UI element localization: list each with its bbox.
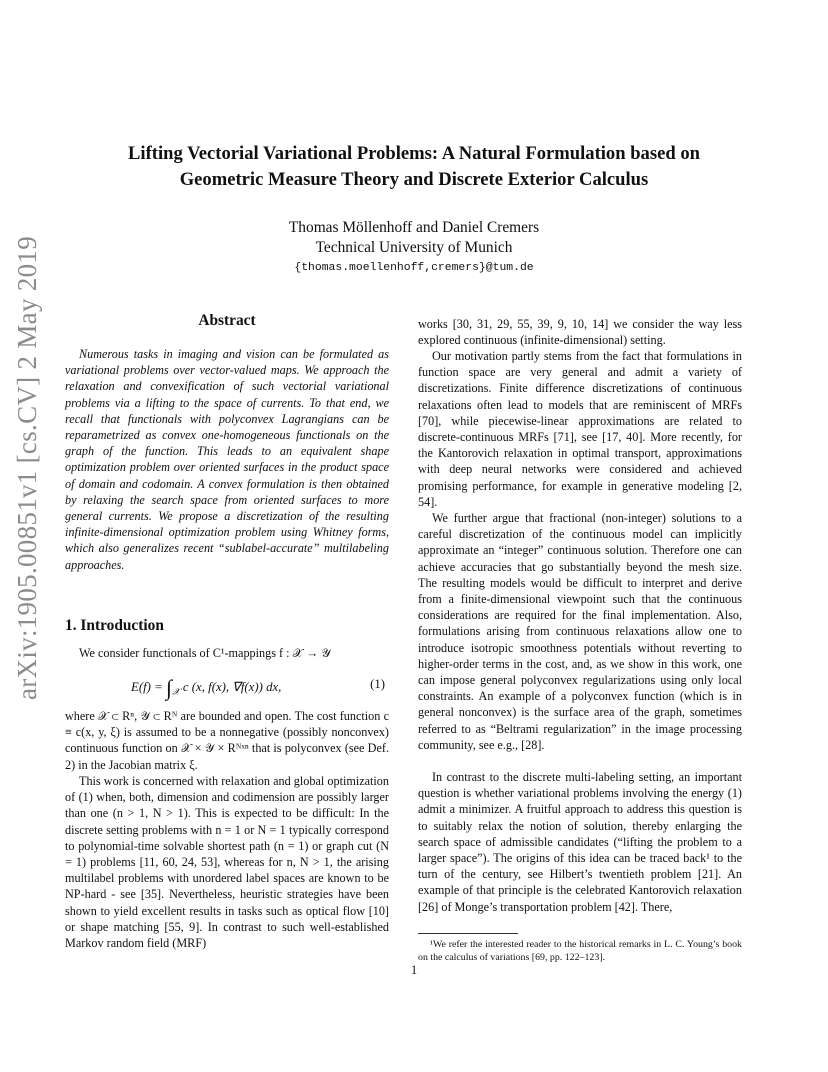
intro-paragraph-1: We consider functionals of C¹-mappings f : 𝒳 → 𝒴 <box>79 646 331 660</box>
equation-1 <box>65 670 389 700</box>
right-paragraph-3: We further argue that fractional (non-integer) solutions to a careful discretization of the continuous model can implicitly approximate an “integer” continuous solution. Therefore one can achieve accuracies that go substantially beyond the mesh size. The resulting models would be difficult to interpret and derive from a finite-dimensional viewpoint such that the continuous considerations are required for the final implementation. Also, formulations arising from continuous relaxations allow one to introduce isotropic smoothness potentials without reverting to higher-order terms in the cost, and, as we show in this work, one can impose general polyconvex regularizations using only local constraints. An example of a polyconvex function (which is in general nonconvex) is the surface area of the graph, sometimes referred to as “Beltrami regularization” in the image processing community, see e.g., [28]. <box>418 511 742 752</box>
footnote-rule <box>418 933 518 934</box>
email: {thomas.moellenhoff,cremers}@tum.de <box>294 262 534 274</box>
right-paragraph-1: works [30, 31, 29, 55, 39, 9, 10, 14] we consider the way less explored continuous (infinite-dimensional) setting. <box>418 317 742 348</box>
footnote: ¹We refer the interested reader to the historical remarks in L. C. Young’s book on the calculus of variations [69, pp. 122–123]. <box>418 939 742 963</box>
right-paragraph-4: In contrast to the discrete multi-labeling setting, an important question is whether variational problems involving the energy (1) admit a minimizer. A fruitful approach to address this question is to suitably relax the notion of solution, thereby enlarging the search space of admissible candidates (“lifting the problem to a larger space”). The origins of this idea can be traced back¹ to the turn of the century, see Hilbert’s twentieth problem [21]. An example of that principle is the celebrated Kantorovich relaxation [26] of Monge’s transportation problem [42]. There, <box>418 770 742 914</box>
page-number: 1 <box>410 963 418 977</box>
abstract-text: Numerous tasks in imaging and vision can be formulated as variational problems over vector-valued maps. We approach the relaxation and convexification of such vectorial variational problems via a lifting to the space of currents. To that end, we recall that functionals with polyconvex Lagrangians can be reparametrized as convex one-homogeneous functionals on the graph of the function. This leads to an equivalent shape optimization problem over oriented surfaces in the product space of domain and codomain. A convex formulation is then obtained by relaxing the search space from oriented surfaces to more general currents. We propose a discretization of the resulting infinite-dimensional optimization problem using Whitney forms, which also generalizes recent “sublabel-accurate” multilabeling approaches. <box>65 347 389 572</box>
equation-rhs: c (x, f(x), ∇f(x)) dx, <box>179 680 282 694</box>
equation-body <box>131 675 281 701</box>
title-line-1: Lifting Vectorial Variational Problems: A Natural Formulation based on <box>128 143 700 164</box>
arxiv-stamp: arXiv:1905.00851v1 [cs.CV] 2 May 2019 <box>12 235 42 701</box>
right-paragraph-2: Our motivation partly stems from the fact that formulations in function space are very general and admit a variety of discretizations. Finite difference discretizations of continuous relaxations often lead to models that are reminiscent of MRFs [70], while piecewise-linear approximations are related to discrete-continuous MRFs [71], see [17, 40]. More recently, for the Kantorovich relaxation in optimal transport, approximations with deep neural networks were considered and achieved promising performance, for example in generative modeling [2, 54]. <box>418 349 742 509</box>
integral-domain: 𝒳 <box>171 686 180 697</box>
abstract-heading: Abstract <box>198 312 256 329</box>
paper-title <box>80 141 748 193</box>
authors: Thomas Möllenhoff and Daniel Cremers <box>288 219 540 236</box>
intro-paragraph-3: This work is concerned with relaxation and global optimization of (1) when, both, dimension and codimension are possibly larger than one (n > 1, N > 1). This is expected to be difficult: In the discrete setting problems with n = 1 or N = 1 typically correspond to polynomial-time solvable shortest path (n = 1) or graph cut (N = 1) problems [11, 60, 24, 53], whereas for n, N > 1, the arising multilabel problems with unordered label spaces are known to be NP-hard - see [35]. Nevertheless, heuristic strategies have been shown to yield excellent results in tasks such as optical flow [10] or shape matching [55, 9]. In contrast to such well-established Markov random field (MRF) <box>65 774 389 951</box>
integral-sign: ∫ <box>165 675 172 700</box>
title-line-2: Geometric Measure Theory and Discrete Exterior Calculus <box>179 169 649 190</box>
section-heading-introduction: 1. Introduction <box>65 617 164 634</box>
equation-number: (1) <box>370 677 385 691</box>
intro-paragraph-2: where 𝒳 ⊂ Rⁿ, 𝒴 ⊂ Rᴺ are bounded and open. The cost function c ≡ c(x, y, ξ) is assumed to be a nonnegative (possibly nonconvex) continuous function on 𝒳 × 𝒴 × Rᴺˣⁿ that is polyconvex (see Def. 2) in the Jacobian matrix ξ. <box>65 709 389 772</box>
affiliation: Technical University of Munich <box>315 239 513 256</box>
equation-lhs: E(f) = <box>131 680 166 694</box>
